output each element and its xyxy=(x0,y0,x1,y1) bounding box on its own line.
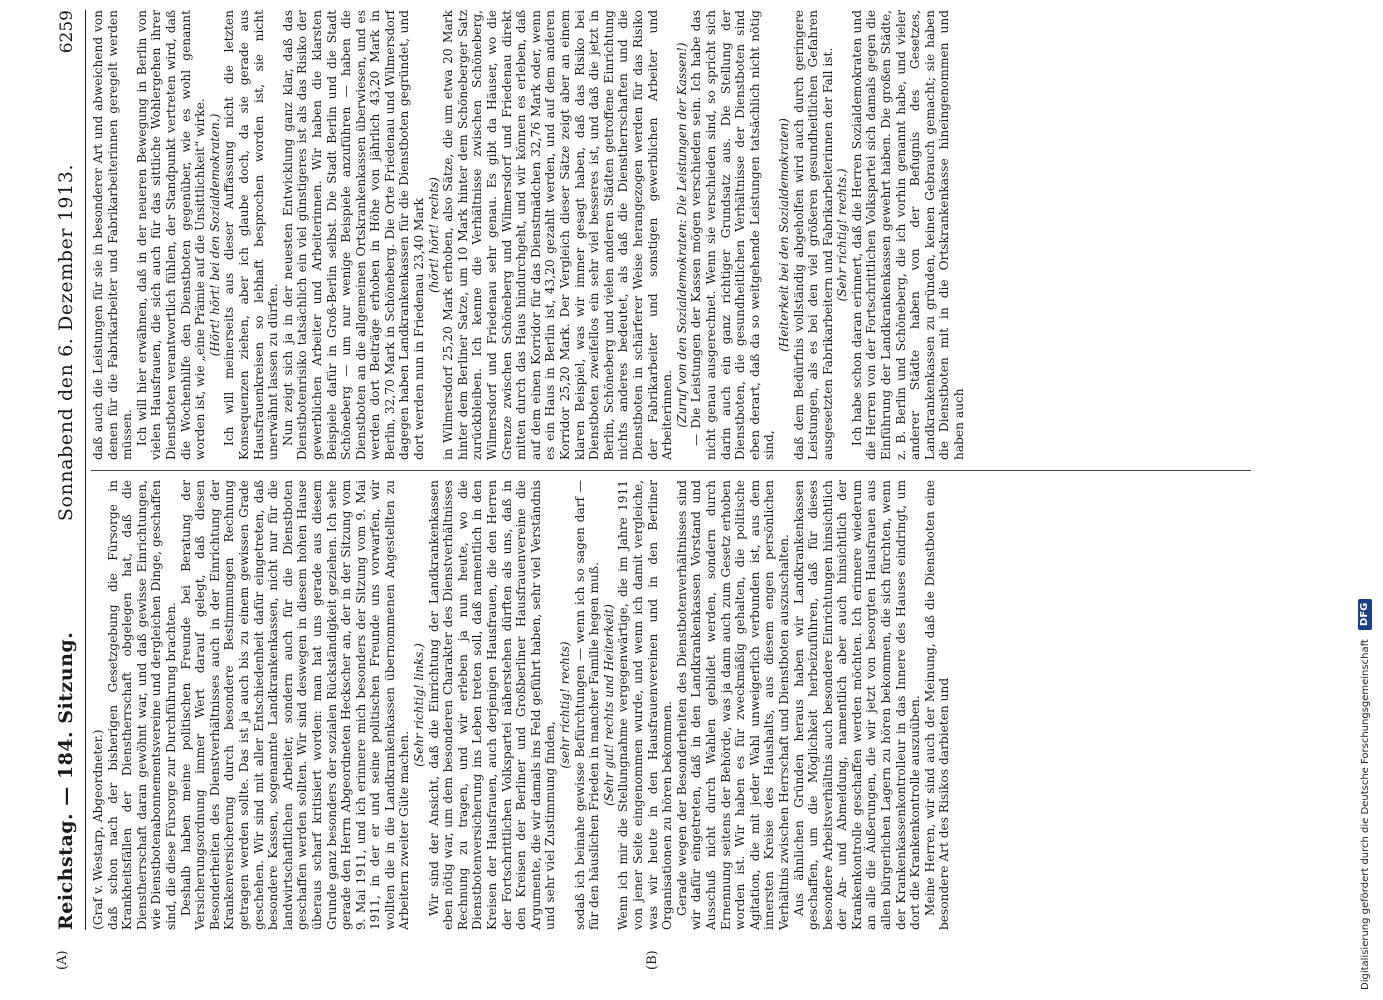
paragraph: Ich habe schon daran erinnert, daß die Herren Sozialdemokraten und die Herren von der Fortschrittlichen Volkspartei sich damals gegen die Einführung der Landkrankenkassen gewehrt haben. Die großen Städte, z. B. Berlin und Schöneberg, die ich vorhin genannt habe, und vieler anderer Städte haben von der Befugnis des Gesetzes, Landkrankenkassen zu gründen, keinen Gebrauch gemacht; sie haben die Dienstboten mit in die Ortskrankenkasse hineingenommen und haben auch xyxy=(849,10,967,460)
right-column xyxy=(91,10,1251,460)
paragraph: Aus ähnlichen Gründen heraus haben wir Landkrankenkassen geschaffen, um die Möglichkeit herbeizuführen, daß für dieses besondere Arbeitsverhältnis auch besondere Einrichtungen hinsichtlich der An- und Abmeldung, namentlich aber auch hinsichtlich der Krankenkontrolle geschaffen werden möchten. Ich erinnere wiederum an alle die Äußerungen, die wir jetzt von besorgten Hausfrauen aus allen bürgerlichen Lagern zu hören bekommen, die sich fürchten, wenn der Krankenkassenkontrolleur in das Innere des Hauses eindringt, um dort die Krankenkontrolle auszuüben. xyxy=(791,480,923,930)
interjection: (Heiterkeit bei den Sozialdemokraten) xyxy=(776,118,791,352)
paragraph: Meine Herren, wir sind auch der Meinung, daß die Dienstboten eine besondere Art des Risikos darbieten und xyxy=(922,480,952,930)
credit-text: Digitalisierung gefördert durch die Deutsche Forschungsgemeinschaft xyxy=(1360,639,1371,990)
margin-marker-a: (A) xyxy=(55,950,70,970)
interjection: (sehr richtig! rechts) xyxy=(558,641,572,769)
interjection: (Sehr gut! rechts und Heiterkeit) xyxy=(601,604,616,806)
paragraph: Deshalb haben meine politischen Freunde bei Beratung der Versicherungsordnung immer Wert darauf gelegt, daß diesen Besonderheiten des Dienstverhältnisses auch in der Einrichtung der Krankenversicherung durch besondere Bestimmungen Rechnung getragen werden sollte. Das ist ja auch bis zu einem gewissen Grade geschehen. Wir sind mit aller Entschiedenheit dafür eingetreten, daß besondere Kassen, sogenannte Landkrankenkassen, nicht nur für die landwirtschaftlichen Arbeiter, sondern auch für die Dienstboten geschaffen werden sollten. Wir sind deswegen in diesem hohen Hause überaus scharf kritisiert worden: man hat uns gerade aus diesem Grunde ganz besonders der sozialen Rückständigkeit geziehen. Ich sehe gerade den Herrn Abgeordneten Heckscher an, der in der Sitzung vom 9. Mai 1911, und ich erinnere mich besonders der Sitzung vom 9. Mai 1911, in der er und seine politischen Freunde uns vorwarfen, wir wollten die in die Landkrankenkassen übernommenen Angestellten zu Arbeitern zweiter Güte machen. xyxy=(178,480,412,930)
speaker-line: (Graf v. Westarp, Abgeordneter.) xyxy=(91,729,105,930)
text-columns xyxy=(91,10,1251,930)
margin-marker-b: (B) xyxy=(645,950,660,970)
column-divider xyxy=(91,470,1251,471)
paragraph: Ich will hier erwähnen, daß in der neueren Bewegung in Berlin von vielen Hausfrauen, die sich auch für das sittliche Wohlergehen ihrer Dienstboten verantwortlich fühlen, der Standpunkt vertreten wird, daß die Wochenhilfe den Dienstboten gegenüber, wie es wohl genannt worden ist, wie „eine Prämie auf die Unsittlichkeit“ wirke. xyxy=(134,10,208,460)
paragraph: in Wilmersdorf 25,20 Mark erhoben, also Sätze, die um etwa 20 Mark hinter dem Berliner Satze, um 10 Mark hinter dem Schöneberger Satz zurückbleiben. Ich kenne die Verhältnisse zwischen Schöneberg, Wilmersdorf und Friedenau sehr genau. Es gibt da Häuser, wo die Grenze zwischen Schöneberg und Wilmersdorf und Friedenau direkt mitten durch das Haus hindurchgeht, und wir können es erleben, daß auf dem einen Korridor für das Dienstmädchen 32,76 Mark oder, wenn es ein Haus in Berlin ist, 43,20 gezahlt werden, und auf dem anderen Korridor 25,20 Mark. Der Vergleich dieser Sätze zeigt aber an einem klaren Beispiel, was wir immer gesagt haben, daß das Risiko bei Dienstboten zweifellos ein sehr viel besseres ist, und daß die jetzt in Berlin, Schöneberg und vielen anderen Städten getroffene Einrichtung nichts anderes bedeutet, als daß die Dienstherrschaften und die Dienstboten in schärferer Weise herangezogen werden für das Risiko der Fabrikarbeiter und sonstigen gewerblichen Arbeiter und Arbeiterinnen. xyxy=(441,10,675,460)
page-body xyxy=(55,10,1255,970)
left-column xyxy=(91,480,1251,930)
paragraph: — Die Leistungen der Kassen mögen verschieden sein. Ich habe das nicht genau ausgerechnet. Wenn sie verschieden sind, so spricht sich darin auch ein ganz richtiger Grundsatz aus. Die Stellung der Dienstboten, die gesundheitlichen Verhältnisse der Dienstboten sind eben derart, daß da so weitgehende Leistungen tatsächlich nicht nötig sind, xyxy=(689,10,777,460)
header-date: Sonnabend den 6. Dezember 1913. xyxy=(55,163,77,522)
paragraph: Wir sind der Ansicht, daß die Einrichtung der Landkrankenkassen eben nötig war, um dem besonderen Charakter des Dienstverhältnisses Rechnung zu tragen, und wir erleben ja nun heute, wo die Dienstbotenversicherung ins Leben treten soll, daß namentlich in den Kreisen der Hausfrauen, auch derjenigen Hausfrauen, die den Herren der Fortschrittlichen Volkspartei näherstehen dürften als uns, daß in den Kreisen der Berliner und Großberliner Hausfrauenvereine die Argumente, die wir damals ins Feld geführt haben, sehr viel Verständnis und sehr viel Zustimmung finden, xyxy=(426,480,558,930)
dfg-logo: DFG xyxy=(1358,599,1372,630)
header-session: Reichstag. — 184. Sitzung. xyxy=(55,631,77,930)
interjection: (Hört! hört! bei den Sozialdemokraten.) xyxy=(207,113,222,357)
paragraph: daß dem Bedürfnis vollständig abgeholfen wird auch durch geringere Leistungen, als es bei den viel größeren gesundheitlichen Gefahren ausgesetzten Fabrikarbeitern und Fabrikarbeiterinnen der Fall ist. xyxy=(791,10,835,460)
interjection: (hört! hört! rechts) xyxy=(426,177,441,293)
digitization-credit xyxy=(1355,10,1377,990)
running-head xyxy=(55,10,86,930)
paragraph: daß schon nach der bisherigen Gesetzgebung die Fürsorge in Krankheitsfällen der Dienstherrschaft obgelegen hat, daß die Dienstherrschaft daran gewöhnt war, und daß gewisse Einrichtungen, wie Dienstbotenabonnementsvereine und dergleichen Dinge, geschaffen sind, die diese Fürsorge zur Durchführung brachten. xyxy=(105,480,178,930)
interjection: (Zuruf von den Sozialdemokraten: Die Leistungen der Kassen!) xyxy=(674,42,689,428)
credit-text-container xyxy=(1355,10,1377,990)
paragraph: Ich will meinerseits aus dieser Auffassung nicht die letzten Konsequenzen ziehen, aber ich glaube doch, da sie gerade aus Hausfrauenkreisen so lebhaft besprochen worden ist, sie nicht unerwähnt lassen zu dürfen. xyxy=(222,10,281,460)
page-number: 6259 xyxy=(57,10,77,54)
interjection: (Sehr richtig! rechts.) xyxy=(835,168,850,302)
paragraph: Nun zeigt sich ja in der neuesten Entwicklung ganz klar, daß das Dienstbotenrisiko tatsächlich ein viel günstigeres ist als das Risiko der gewerblichen Arbeiter und Arbeiterinnen. Wir haben die klarsten Beispiele dafür in Groß-Berlin selbst. Die Stadt Berlin und die Stadt Schöneberg — um nur wenige Beispiele anzuführen — haben die Dienstboten an die allgemeinen Ortskrankenkassen überwiesen, und es werden dort Beiträge erhoben in Höhe von jährlich 43,20 Mark in Berlin, 32,70 Mark in Schöneberg. Die Orte Friedenau und Wilmersdorf dagegen haben Landkrankenkassen für die Dienstboten gegründet, und dort werden nun in Friedenau 23,40 Mark xyxy=(280,10,427,460)
paragraph: Wenn ich mir die Stellungnahme vergegenwärtige, die im Jahre 1911 von jener Seite eingenommen wurde, und wenn ich damit vergleiche, was wir heute in den Hausfrauenvereinen und in den Berliner Organisationen zu hören bekommen. xyxy=(616,480,675,930)
paragraph: daß auch die Leistungen für sie in besonderer Art und abweichend von denen für die Fabrikarbeiter und Fabrikarbeiterinnen geregelt werden müssen. xyxy=(91,10,135,460)
paragraph: sodaß ich beinahe gewisse Befürchtungen — wenn ich so sagen darf — für den häuslichen Frieden in mancher Familie hegen muß. xyxy=(572,480,602,930)
paragraph: Gerade wegen der Besonderheiten des Dienstbotenverhältnisses sind wir dafür eingetreten, daß in den Landkrankenkassen Vorstand und Ausschuß nicht durch Wahlen gebildet werden, sondern durch Ernennung seitens der Behörde, was ja dann auch zum Gesetz erhoben worden ist. Wir haben es für zweckmäßig gehalten, die politische Agitation, die mit jeder Wahl unweigerlich verbunden ist, aus dem innersten Kreise des Haushalts, aus diesem engen persönlichen Verhältnis zwischen Herrschaft und Dienstboten auszuschalten. xyxy=(674,480,791,930)
interjection: (Sehr richtig! links.) xyxy=(412,643,427,767)
